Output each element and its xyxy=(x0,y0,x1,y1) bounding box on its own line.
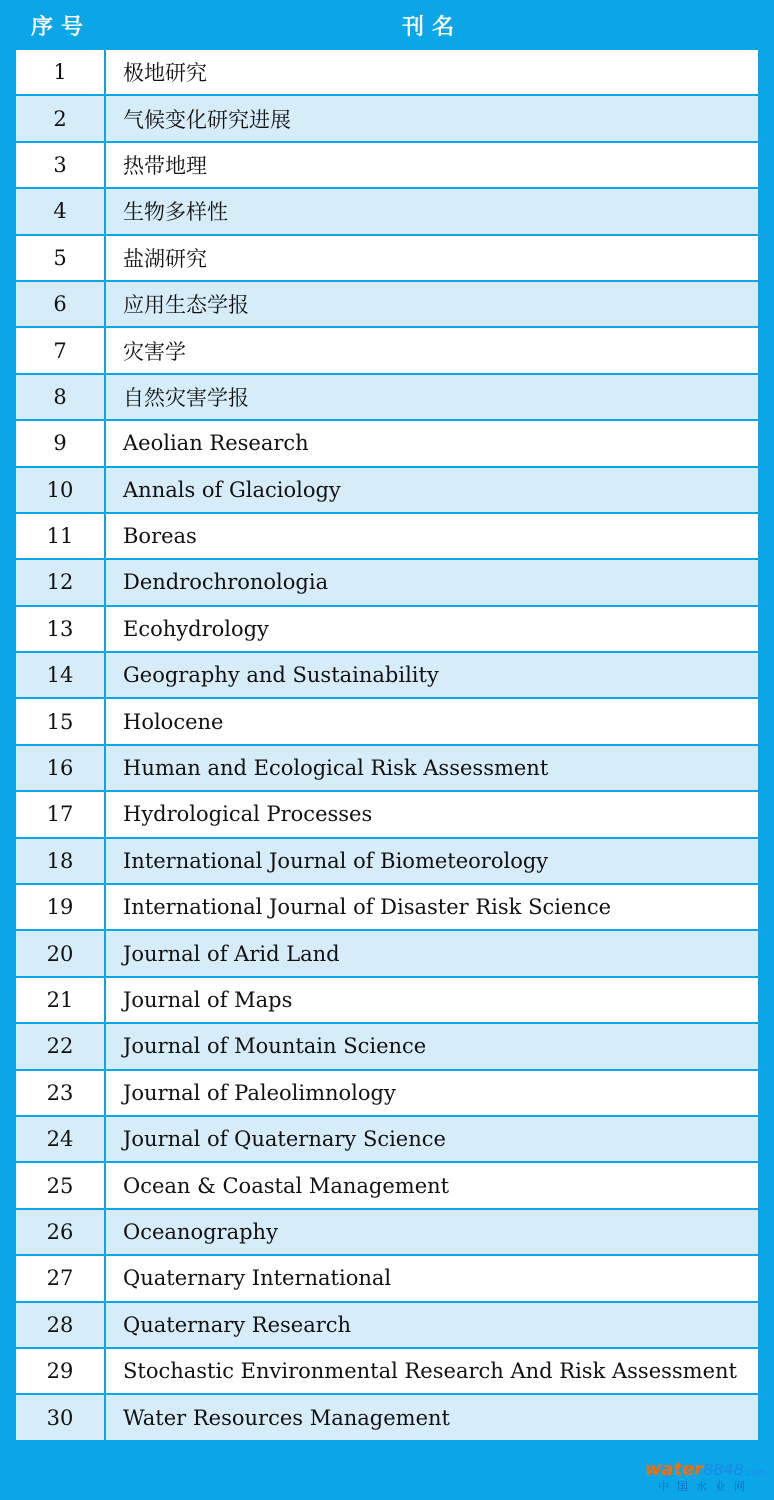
watermark-brand-suffix: .com xyxy=(743,1468,766,1478)
row-journal-name: Quaternary International xyxy=(123,1266,392,1291)
row-number: 19 xyxy=(16,885,106,929)
row-journal-name: Boreas xyxy=(123,524,197,549)
table-body xyxy=(16,50,758,1442)
row-number: 30 xyxy=(16,1395,106,1439)
row-journal-name: Holocene xyxy=(123,709,224,734)
header-number: 序号 xyxy=(30,14,91,40)
table-row xyxy=(16,514,758,560)
table-row xyxy=(16,931,758,977)
watermark-brand: water xyxy=(644,1459,704,1480)
row-number: 10 xyxy=(16,468,106,512)
row-journal-name: Ocean & Coastal Management xyxy=(123,1173,450,1198)
table-row xyxy=(16,96,758,142)
row-journal-name: Quaternary Research xyxy=(123,1312,352,1337)
row-number: 28 xyxy=(16,1303,106,1347)
row-number: 7 xyxy=(16,328,106,372)
row-journal-name: 灾害学 xyxy=(123,339,186,364)
row-number: 5 xyxy=(16,236,106,280)
row-journal-name: 极地研究 xyxy=(123,61,207,86)
row-number: 8 xyxy=(16,375,106,419)
row-journal-name: 生物多样性 xyxy=(123,200,228,225)
row-journal-name: 气候变化研究进展 xyxy=(123,107,291,132)
row-journal-name: International Journal of Biometeorology xyxy=(123,848,549,873)
row-journal-name: Journal of Paleolimnology xyxy=(123,1080,396,1105)
row-number: 3 xyxy=(16,143,106,187)
table-row xyxy=(16,143,758,189)
table-row xyxy=(16,1395,758,1441)
row-number: 22 xyxy=(16,1024,106,1068)
row-journal-name: Journal of Mountain Science xyxy=(123,1034,427,1059)
table-row xyxy=(16,1210,758,1256)
row-journal-name: Geography and Sustainability xyxy=(123,663,439,688)
table-header xyxy=(16,0,758,50)
row-journal-name: Water Resources Management xyxy=(123,1405,450,1430)
row-journal-name: Stochastic Environmental Research And Risk Assessment xyxy=(123,1359,737,1384)
watermark-logo xyxy=(645,1459,766,1494)
table-row xyxy=(16,328,758,374)
row-journal-name: Annals of Glaciology xyxy=(123,477,341,502)
row-journal-name: Aeolian Research xyxy=(123,431,309,456)
table-row xyxy=(16,560,758,606)
table-row xyxy=(16,1024,758,1070)
row-number: 15 xyxy=(16,699,106,743)
header-name: 刊名 xyxy=(401,14,462,40)
table-row xyxy=(16,1117,758,1163)
row-journal-name: Journal of Maps xyxy=(123,988,293,1012)
row-number: 25 xyxy=(16,1163,106,1207)
row-journal-name: Dendrochronologia xyxy=(123,570,329,595)
row-number: 24 xyxy=(16,1117,106,1161)
row-journal-name: Human and Ecological Risk Assessment xyxy=(123,756,549,781)
table-row xyxy=(16,282,758,328)
row-journal-name: 热带地理 xyxy=(123,153,207,178)
table-row xyxy=(16,1256,758,1302)
row-number: 26 xyxy=(16,1210,106,1254)
row-number: 29 xyxy=(16,1349,106,1393)
row-journal-name: Journal of Quaternary Science xyxy=(123,1127,446,1152)
row-journal-name: International Journal of Disaster Risk Science xyxy=(123,895,612,920)
watermark-subtitle: 中国水业网 xyxy=(657,1480,753,1493)
row-journal-name: Ecohydrology xyxy=(123,616,269,641)
table-row xyxy=(16,189,758,235)
row-journal-name: Oceanography xyxy=(123,1219,278,1244)
table-row xyxy=(16,375,758,421)
row-number: 16 xyxy=(16,746,106,790)
table-row xyxy=(16,421,758,467)
row-number: 4 xyxy=(16,189,106,233)
row-number: 27 xyxy=(16,1256,106,1300)
table-row xyxy=(16,839,758,885)
row-number: 21 xyxy=(16,978,106,1022)
table-row xyxy=(16,978,758,1024)
row-number: 12 xyxy=(16,560,106,604)
table-row xyxy=(16,50,758,96)
table-row xyxy=(16,885,758,931)
table-row xyxy=(16,653,758,699)
row-number: 6 xyxy=(16,282,106,326)
row-number: 9 xyxy=(16,421,106,465)
row-journal-name: 应用生态学报 xyxy=(123,293,249,318)
row-number: 20 xyxy=(16,931,106,975)
row-journal-name: Journal of Arid Land xyxy=(123,941,340,966)
table-row xyxy=(16,1349,758,1395)
row-number: 1 xyxy=(16,50,106,94)
table-row xyxy=(16,607,758,653)
row-number: 14 xyxy=(16,653,106,697)
row-number: 11 xyxy=(16,514,106,558)
watermark-brand-number: 8848 xyxy=(703,1460,744,1479)
table-row xyxy=(16,1303,758,1349)
row-number: 2 xyxy=(16,96,106,140)
table-row xyxy=(16,746,758,792)
table-row xyxy=(16,1071,758,1117)
row-journal-name: 自然灾害学报 xyxy=(123,385,249,410)
table-row xyxy=(16,699,758,745)
row-number: 13 xyxy=(16,607,106,651)
row-number: 17 xyxy=(16,792,106,836)
row-journal-name: Hydrological Processes xyxy=(123,802,373,827)
row-journal-name: 盐湖研究 xyxy=(123,246,207,271)
row-number: 18 xyxy=(16,839,106,883)
row-number: 23 xyxy=(16,1071,106,1115)
table-row xyxy=(16,468,758,514)
journal-table xyxy=(16,0,758,1442)
table-row xyxy=(16,1163,758,1209)
table-row xyxy=(16,792,758,838)
table-row xyxy=(16,236,758,282)
